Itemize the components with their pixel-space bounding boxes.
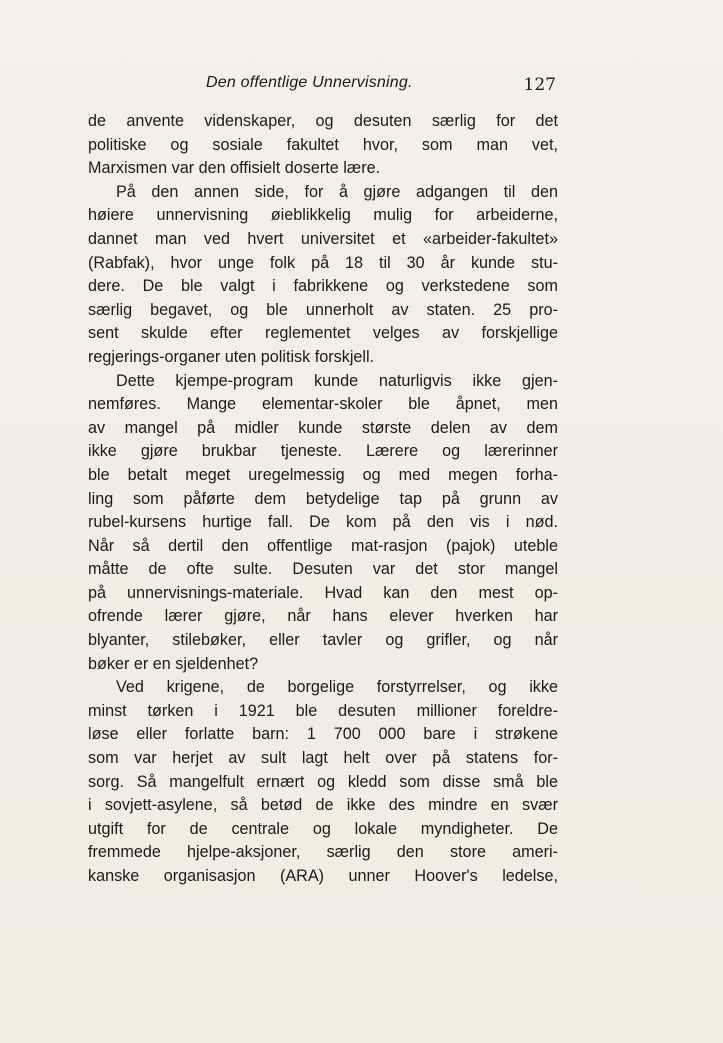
text-line: måtte de ofte sulte. Desuten var det stor mangel (88, 560, 558, 579)
text-line: løse eller forlatte barn: 1 700 000 bare i strøkene (88, 725, 558, 744)
text-line: nemføres. Mange elementar-skoler ble åpnet, men (88, 395, 558, 414)
text-line: bøker er en sjeldenhet? (88, 654, 259, 673)
text-line: ofrende lærer gjøre, når hans elever hverken har (88, 607, 558, 626)
text-line: dere. De ble valgt i fabrikkene og verkstedene som (88, 277, 558, 296)
text-line: særlig begavet, og ble unnerholt av staten. 25 pro- (88, 300, 558, 319)
running-title: Den offentlige Unnervisning. (206, 74, 413, 91)
text-line: På den annen side, for å gjøre adgangen til den (116, 182, 558, 201)
text-line: utgift for de centrale og lokale myndigheter. De (88, 819, 558, 838)
text-line: ikke gjøre brukbar tjeneste. Lærere og lærerinner (88, 442, 558, 461)
text-line: på unnervisnings-materiale. Hvad kan den mest op- (88, 583, 558, 602)
text-line: sorg. Så mangelfult ernært og kledd som disse små ble (88, 772, 558, 791)
text-line: regjerings-organer uten politisk forskjell. (88, 347, 375, 366)
text-line: kanske organisasjon (ARA) unner Hoover's ledelse, (88, 867, 558, 885)
text-line: i sovjett-asylene, så betød de ikke des mindre en svær (88, 796, 558, 815)
text-line: Marxismen var den offisielt doserte lære. (88, 159, 381, 178)
text-line: de anvente videnskaper, og desuten særlig for det (88, 112, 558, 130)
text-line: rubel-kursens hurtige fall. De kom på den vis i nød. (88, 513, 558, 532)
text-line: blyanter, stilebøker, eller tavler og grifler, og når (88, 631, 558, 650)
body-text (88, 110, 558, 889)
page-number: 127 (523, 75, 556, 95)
text-line: sent skulde efter reglementet velges av forskjellige (88, 324, 558, 343)
text-line: (Rabfak), hvor unge folk på 18 til 30 år kunde stu- (88, 253, 558, 272)
text-line: ble betalt meget uregelmessig og med megen forha- (88, 465, 558, 484)
text-line: Ved krigene, de borgelige forstyrrelser, og ikke (116, 678, 558, 697)
text-line: høiere unnervisning øieblikkelig mulig for arbeiderne, (88, 206, 558, 225)
text-line: dannet man ved hvert universitet et «arbeider-fakultet» (88, 229, 558, 248)
running-header (88, 72, 558, 98)
text-line: av mangel på midler kunde største delen av dem (88, 418, 558, 437)
text-line: ling som påførte dem betydelige tap på grunn av (88, 489, 558, 508)
text-line: Dette kjempe-program kunde naturligvis ikke gjen- (116, 371, 558, 390)
text-line: politiske og sosiale fakultet hvor, som man vet, (88, 135, 558, 154)
text-line: minst tørken i 1921 ble desuten millioner foreldre- (88, 701, 558, 720)
text-line: som var herjet av sult lagt helt over på statens for- (88, 749, 558, 768)
text-line: Når så dertil den offentlige mat-rasjon (pajok) uteble (88, 536, 558, 555)
text-line: fremmede hjelpe-aksjoner, særlig den store ameri- (88, 843, 558, 862)
